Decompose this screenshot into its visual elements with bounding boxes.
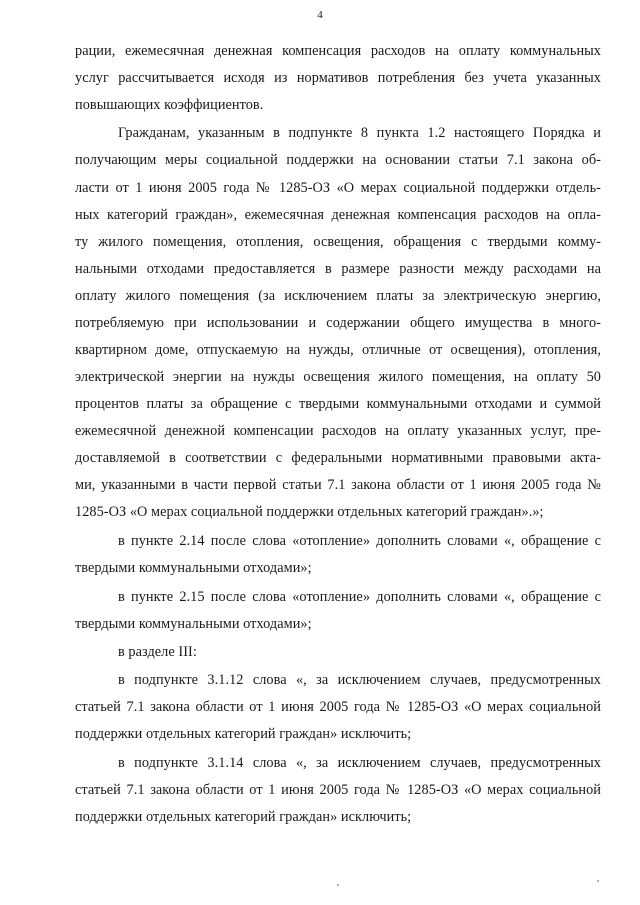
text-line: твердыми коммунальными отходами»; xyxy=(75,560,312,576)
text-line: Гражданам, указанным в подпункте 8 пункта 1.2 настоящего Порядка и xyxy=(118,125,601,141)
page-number: 4 xyxy=(317,9,323,21)
text-line: поддержки отдельных категорий граждан» исключить; xyxy=(75,726,412,742)
text-line: услуг рассчитывается исходя из нормативов потребления без учета указанных xyxy=(75,70,601,86)
text-line: статьей 7.1 закона области от 1 июня 2005 года № 1285-ОЗ «О мерах социальной xyxy=(75,699,601,715)
scan-speck xyxy=(337,884,339,886)
text-line: ту жилого помещения, отопления, освещения, обращения с твердыми комму- xyxy=(75,234,601,250)
text-line: ежемесячной денежной компенсации расходов на оплату указанных услуг, пре- xyxy=(75,423,601,439)
text-line: потребляемую при использовании и содержании общего имущества в много- xyxy=(75,315,601,331)
text-line: квартирном доме, отпускаемую на нужды, отличные от освещения), отопления, xyxy=(75,342,601,358)
text-line: доставляемой в соответствии с федеральными нормативными правовыми акта- xyxy=(75,450,601,466)
text-line: ми, указанными в части первой статьи 7.1 закона области от 1 июня 2005 года № xyxy=(75,477,601,493)
text-line: твердыми коммунальными отходами»; xyxy=(75,616,312,632)
text-line: в разделе III: xyxy=(118,644,197,660)
text-line: повышающих коэффициентов. xyxy=(75,97,264,113)
text-line: нальными отходами предоставляется в размере разности между расходами на xyxy=(75,261,601,277)
scan-speck xyxy=(597,880,599,882)
text-line: процентов платы за обращение с твердыми коммунальными отходами и суммой xyxy=(75,396,601,412)
text-line: получающим меры социальной поддержки на основании статьи 7.1 закона об- xyxy=(75,152,601,168)
text-line: оплату жилого помещения (за исключением платы за электрическую энергию, xyxy=(75,288,601,304)
text-line: поддержки отдельных категорий граждан» исключить; xyxy=(75,809,412,825)
text-line: в пункте 2.14 после слова «отопление» дополнить словами «, обращение с xyxy=(118,533,601,549)
text-line: рации, ежемесячная денежная компенсация расходов на оплату коммунальных xyxy=(75,43,601,59)
text-line: 1285-ОЗ «О мерах социальной поддержки отдельных категорий граждан».»; xyxy=(75,504,544,520)
text-line: статьей 7.1 закона области от 1 июня 2005 года № 1285-ОЗ «О мерах социальной xyxy=(75,782,601,798)
text-line: ных категорий граждан», ежемесячная денежная компенсация расходов на опла- xyxy=(75,207,601,223)
text-line: в подпункте 3.1.14 слова «, за исключением случаев, предусмотренных xyxy=(118,755,601,771)
text-line: ласти от 1 июня 2005 года № 1285-ОЗ «О мерах социальной поддержки отдель- xyxy=(75,180,601,196)
text-line: в пункте 2.15 после слова «отопление» дополнить словами «, обращение с xyxy=(118,589,601,605)
text-line: электрической энергии на нужды освещения жилого помещения, на оплату 50 xyxy=(75,369,601,385)
text-line: в подпункте 3.1.12 слова «, за исключением случаев, предусмотренных xyxy=(118,672,601,688)
